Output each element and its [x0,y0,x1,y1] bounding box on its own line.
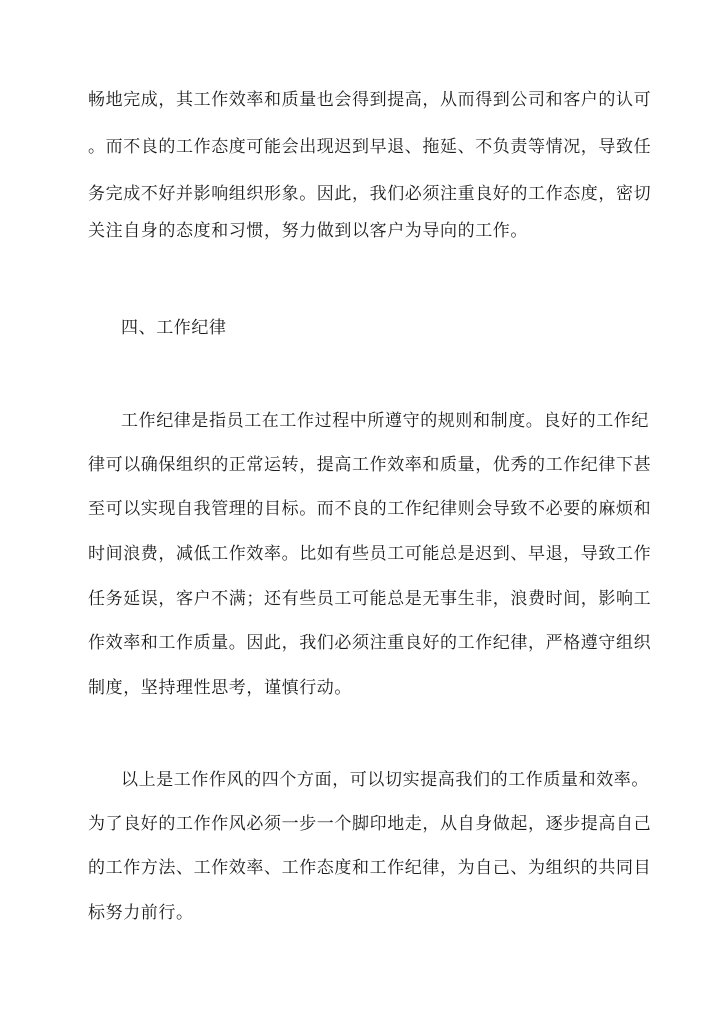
paragraph-line: 制度，坚持理性思考，谨慎行动。 [88,678,352,698]
paragraph-line: 作效率和工作质量。因此，我们必须注重良好的工作纪律，严格遵守组织 [88,633,652,653]
paragraph-line: 务完成不好并影响组织形象。因此，我们必须注重良好的工作态度，密切 [88,184,652,204]
paragraph-line: 关注自身的态度和习惯，努力做到以客户为导向的工作。 [88,221,528,241]
paragraph-line: 时间浪费，减低工作效率。比如有些员工可能总是迟到、早退，导致工作 [88,544,652,564]
paragraph-line: 以上是工作作风的四个方面，可以切实提高我们的工作质量和效率。 [121,770,649,790]
paragraph-line: 任务延误，客户不满；还有些员工可能总是无事生非，浪费时间，影响工 [88,589,652,609]
paragraph-line: 的工作方法、工作效率、工作态度和工作纪律，为自己、为组织的共同目 [88,858,652,878]
paragraph-line: 工作纪律是指员工在工作过程中所遵守的规则和制度。良好的工作纪 [121,411,649,431]
paragraph-line: 律可以确保组织的正常运转，提高工作效率和质量，优秀的工作纪律下甚 [88,455,652,475]
paragraph-line: 。而不良的工作态度可能会出现迟到早退、拖延、不负责等情况，导致任 [88,137,652,157]
paragraph-line: 畅地完成，其工作效率和质量也会得到提高，从而得到公司和客户的认可 [88,90,652,110]
paragraph-line: 标努力前行。 [88,903,194,923]
paragraph-line: 为了良好的工作作风必须一步一个脚印地走，从自身做起，逐步提高自己 [88,814,652,834]
paragraph-line: 至可以实现自我管理的目标。而不良的工作纪律则会导致不必要的麻烦和 [88,499,652,519]
section-heading: 四、工作纪律 [121,318,227,338]
